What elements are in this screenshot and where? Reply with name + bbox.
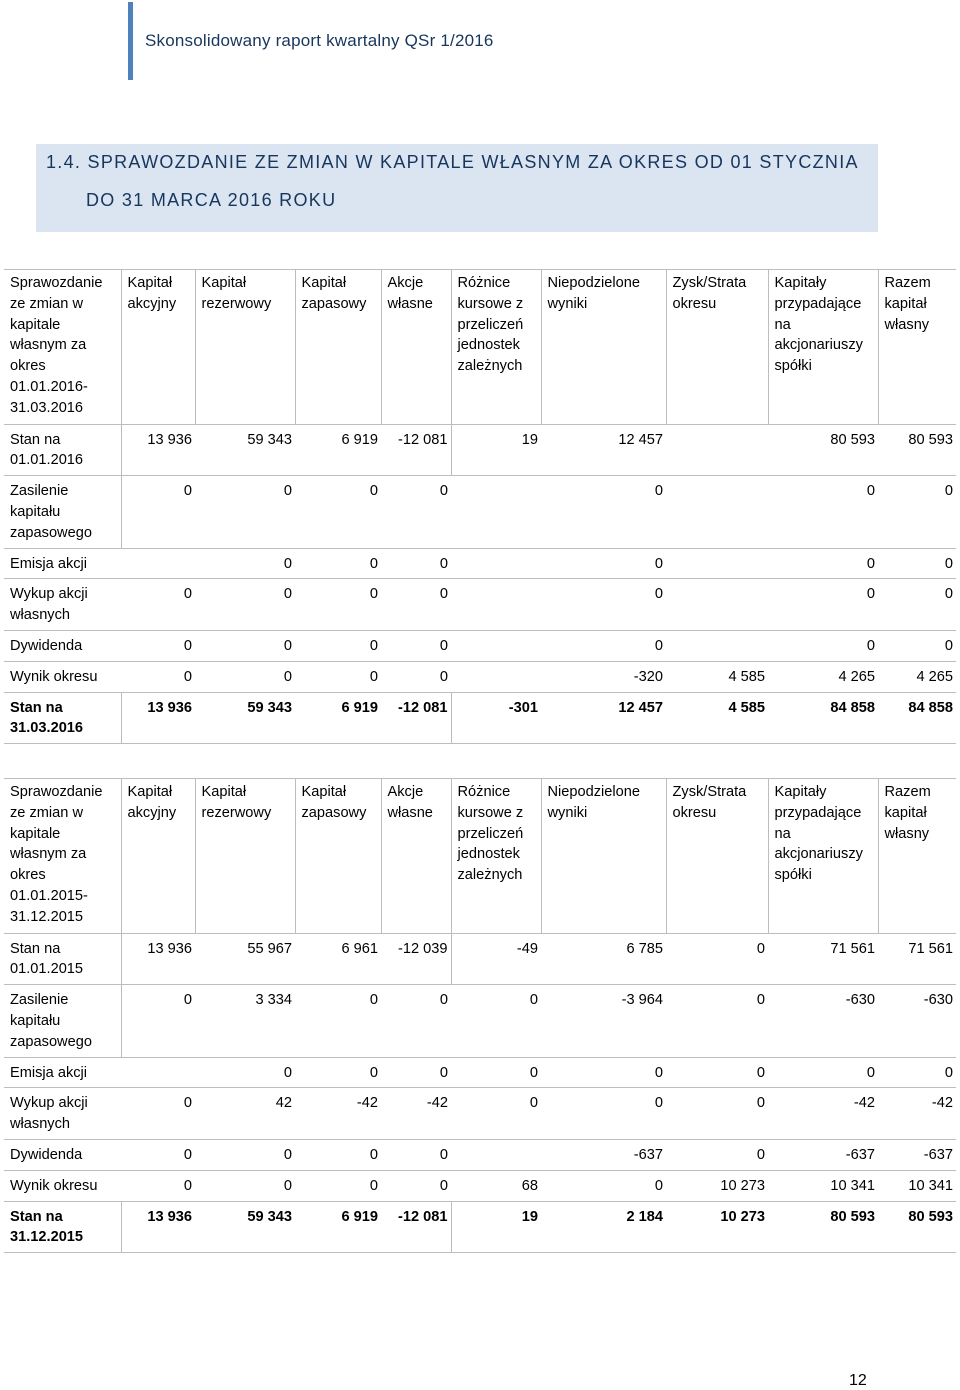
table-cell	[451, 1139, 541, 1170]
table-cell: 0	[756, 940, 765, 957]
table-cell: 0	[866, 586, 875, 603]
column-header: Kapitał zapasowy	[295, 270, 381, 425]
table-cell: 0	[439, 1177, 448, 1194]
column-header: Akcje własne	[381, 270, 451, 425]
table-cell: 0	[529, 1095, 538, 1112]
table-corner-label: Sprawozdanie ze zmian w kapitale własnym za okres 01.01.2016-31.03.2016	[4, 270, 121, 425]
table-cell: 80 593	[830, 1208, 875, 1225]
table-cell: -630	[845, 992, 875, 1009]
table-cell	[451, 630, 541, 661]
table-cell: 42	[275, 1095, 292, 1112]
page-number: 12	[849, 1372, 867, 1389]
table-cell: 10 273	[720, 1177, 765, 1194]
table-cell: 0	[654, 1095, 663, 1112]
table-cell: 80 593	[908, 1208, 953, 1225]
table-cell: -42	[426, 1095, 448, 1112]
table-cell: 0	[654, 1064, 663, 1081]
table-cell: 6 919	[341, 431, 378, 448]
table-cell: 0	[944, 637, 953, 654]
table-cell: 0	[654, 483, 663, 500]
table-cell: 0	[369, 586, 378, 603]
table-row	[4, 1201, 956, 1253]
table-cell: 2 184	[626, 1208, 663, 1225]
table-corner-label: Sprawozdanie ze zmian w kapitale własnym za okres 01.01.2015-31.12.2015	[4, 779, 121, 934]
table-row	[4, 424, 956, 476]
table-cell: 13 936	[147, 1208, 192, 1225]
table-cell: -637	[923, 1146, 953, 1163]
column-header: Kapitał rezerwowy	[195, 270, 295, 425]
table-cell: 0	[369, 1064, 378, 1081]
table-cell: 0	[866, 483, 875, 500]
table-cell: 0	[756, 1095, 765, 1112]
table-cell: 0	[756, 1064, 765, 1081]
table-cell: 12 457	[618, 431, 663, 448]
table-cell: 0	[183, 1177, 192, 1194]
table-cell: 0	[183, 586, 192, 603]
table-row	[4, 692, 956, 744]
table-cell: -3 964	[621, 992, 663, 1009]
table-cell: 0	[283, 586, 292, 603]
table-header-row	[4, 779, 956, 934]
table-row	[4, 933, 956, 985]
table-cell: 0	[183, 1095, 192, 1112]
table-cell: 0	[944, 1064, 953, 1081]
column-header: Kapitały przypadające na akcjonariuszy spółki	[768, 779, 878, 934]
table-cell: 0	[439, 1146, 448, 1163]
table-cell: 0	[183, 483, 192, 500]
table-cell: 0	[866, 555, 875, 572]
table-cell: 0	[529, 992, 538, 1009]
column-header: Niepodzielone wyniki	[541, 779, 666, 934]
table-row	[4, 1170, 956, 1201]
table-cell: 0	[283, 1146, 292, 1163]
table-cell: 0	[654, 637, 663, 654]
column-header: Akcje własne	[381, 779, 451, 934]
table-cell: 80 593	[908, 431, 953, 448]
table-cell: 0	[369, 668, 378, 685]
table-cell: 68	[521, 1177, 538, 1194]
table-cell: 0	[439, 668, 448, 685]
row-label: Stan na 01.01.2015	[4, 933, 121, 985]
table-cell: 4 585	[728, 668, 765, 685]
table-cell: -12 081	[381, 1201, 451, 1253]
row-label: Stan na 31.12.2015	[4, 1201, 121, 1253]
table-cell: 19	[521, 1208, 538, 1225]
table-cell: -42	[853, 1095, 875, 1112]
table-cell: 6 919	[341, 1208, 378, 1225]
row-label: Stan na 31.03.2016	[4, 692, 121, 744]
table-cell: 0	[369, 1146, 378, 1163]
table-cell: 0	[283, 1064, 292, 1081]
table-cell: 0	[283, 668, 292, 685]
row-label: Wynik okresu	[10, 1177, 98, 1194]
table-cell: 0	[183, 1146, 192, 1163]
table-cell: 0	[439, 1064, 448, 1081]
table-header-row	[4, 270, 956, 425]
table-row	[4, 476, 956, 548]
table-cell	[451, 476, 541, 548]
row-label: Emisja akcji	[10, 555, 88, 572]
table-cell: -301	[508, 699, 538, 716]
column-header: Razem kapitał własny	[884, 275, 931, 333]
table-cell: 0	[944, 586, 953, 603]
table-cell: 0	[654, 1177, 663, 1194]
table-cell	[666, 476, 768, 548]
column-header: Niepodzielone wyniki	[541, 270, 666, 425]
table-row	[4, 985, 956, 1057]
table-cell: 0	[756, 992, 765, 1009]
table-cell: 59 343	[247, 699, 292, 716]
column-header: Zysk/Strata okresu	[666, 270, 768, 425]
table-cell: 0	[283, 483, 292, 500]
table-cell: 0	[944, 483, 953, 500]
column-header: Kapitał akcyjny	[121, 270, 195, 425]
table-cell: 59 343	[247, 431, 292, 448]
table-cell: 84 858	[830, 699, 875, 716]
table-row	[4, 548, 956, 579]
row-label: Dywidenda	[10, 1146, 83, 1163]
column-header: Zysk/Strata okresu	[666, 779, 768, 934]
table-cell: 55 967	[247, 940, 292, 957]
row-label: Stan na 01.01.2016	[4, 424, 121, 476]
table-cell: 0	[183, 637, 192, 654]
table-cell: -637	[845, 1146, 875, 1163]
column-header: Kapitał rezerwowy	[195, 779, 295, 934]
table-row	[4, 661, 956, 692]
column-header: Kapitał akcyjny	[121, 779, 195, 934]
table-cell: 0	[283, 555, 292, 572]
table-cell: 6 961	[341, 940, 378, 957]
table-cell: 0	[369, 555, 378, 572]
section-heading-line-1: 1.4. SPRAWOZDANIE ZE ZMIAN W KAPITALE WŁASNYM ZA OKRES OD 01 STYCZNIA	[46, 152, 859, 172]
table-cell: 4 585	[728, 699, 765, 716]
table-cell: 0	[439, 637, 448, 654]
column-header: Kapitał zapasowy	[295, 779, 381, 934]
table-cell: 0	[866, 1064, 875, 1081]
report-title: Skonsolidowany raport kwartalny QSr 1/2016	[145, 31, 494, 50]
table-cell: 0	[756, 1146, 765, 1163]
column-header: Razem kapitał własny	[884, 784, 931, 842]
table-row	[4, 630, 956, 661]
table-cell: 6 919	[341, 699, 378, 716]
table-cell: 80 593	[830, 431, 875, 448]
table-row	[4, 1088, 956, 1140]
row-label: Wynik okresu	[10, 668, 98, 685]
table-cell: 10 273	[720, 1208, 765, 1225]
table-cell: 12 457	[618, 699, 663, 716]
row-label: Emisja akcji	[10, 1064, 88, 1081]
column-header: Kapitały przypadające na akcjonariuszy spółki	[768, 270, 878, 425]
table-cell: 0	[439, 483, 448, 500]
table-cell	[451, 579, 541, 631]
table-cell: 0	[439, 555, 448, 572]
row-label: Zasilenie kapitału zapasowego	[4, 476, 121, 548]
table-cell: 10 341	[908, 1177, 953, 1194]
table-cell: 0	[183, 668, 192, 685]
table-cell: 0	[369, 637, 378, 654]
table-cell: 13 936	[147, 431, 192, 448]
table-cell: 0	[439, 586, 448, 603]
table-cell: 0	[283, 1177, 292, 1194]
section-heading-line-2: DO 31 MARCA 2016 ROKU	[86, 190, 337, 210]
column-header: Różnice kursowe z przeliczeń jednostek zależnych	[451, 779, 541, 934]
table-cell: 0	[654, 586, 663, 603]
table-cell: -12 081	[381, 692, 451, 744]
table-cell: 0	[439, 992, 448, 1009]
column-header: Różnice kursowe z przeliczeń jednostek zależnych	[451, 270, 541, 425]
table-cell: 13 936	[147, 699, 192, 716]
table-cell: 13 936	[147, 940, 192, 957]
table-cell: -637	[633, 1146, 663, 1163]
table-cell: -42	[931, 1095, 953, 1112]
table-cell: 6 785	[626, 940, 663, 957]
table-cell: 0	[369, 992, 378, 1009]
row-label: Dywidenda	[10, 637, 83, 654]
equity-changes-table-2016	[4, 269, 956, 744]
table-row	[4, 1139, 956, 1170]
table-cell: 0	[944, 555, 953, 572]
table-cell: -320	[633, 668, 663, 685]
row-label: Wykup akcji własnych	[10, 1095, 88, 1133]
table-cell	[451, 548, 541, 579]
table-cell: 59 343	[247, 1208, 292, 1225]
table-cell	[451, 661, 541, 692]
table-cell: 0	[529, 1064, 538, 1081]
table-cell: 4 265	[838, 668, 875, 685]
table-cell: -12 081	[381, 424, 451, 476]
table-cell: 0	[183, 992, 192, 1009]
table-cell: 4 265	[916, 668, 953, 685]
table-cell: 71 561	[908, 940, 953, 957]
table-cell	[666, 630, 768, 661]
table-cell: 0	[654, 555, 663, 572]
equity-changes-table-2015	[4, 778, 956, 1253]
table-cell: 0	[369, 483, 378, 500]
table-cell	[666, 548, 768, 579]
table-cell: 0	[866, 637, 875, 654]
table-cell	[666, 424, 768, 476]
table-cell: 0	[283, 637, 292, 654]
header-accent-bar	[128, 2, 133, 80]
table-cell: -42	[356, 1095, 378, 1112]
table-row	[4, 579, 956, 631]
row-label: Zasilenie kapitału zapasowego	[4, 985, 121, 1057]
row-label: Wykup akcji własnych	[10, 586, 88, 624]
table-cell: -49	[516, 940, 538, 957]
table-cell: 10 341	[830, 1177, 875, 1194]
table-cell: 19	[521, 431, 538, 448]
table-cell: -12 039	[381, 933, 451, 985]
table-cell: 3 334	[255, 992, 292, 1009]
table-row	[4, 1057, 956, 1088]
table-cell: 71 561	[830, 940, 875, 957]
table-cell	[666, 579, 768, 631]
table-cell: -630	[923, 992, 953, 1009]
table-cell: 84 858	[908, 699, 953, 716]
table-cell: 0	[369, 1177, 378, 1194]
